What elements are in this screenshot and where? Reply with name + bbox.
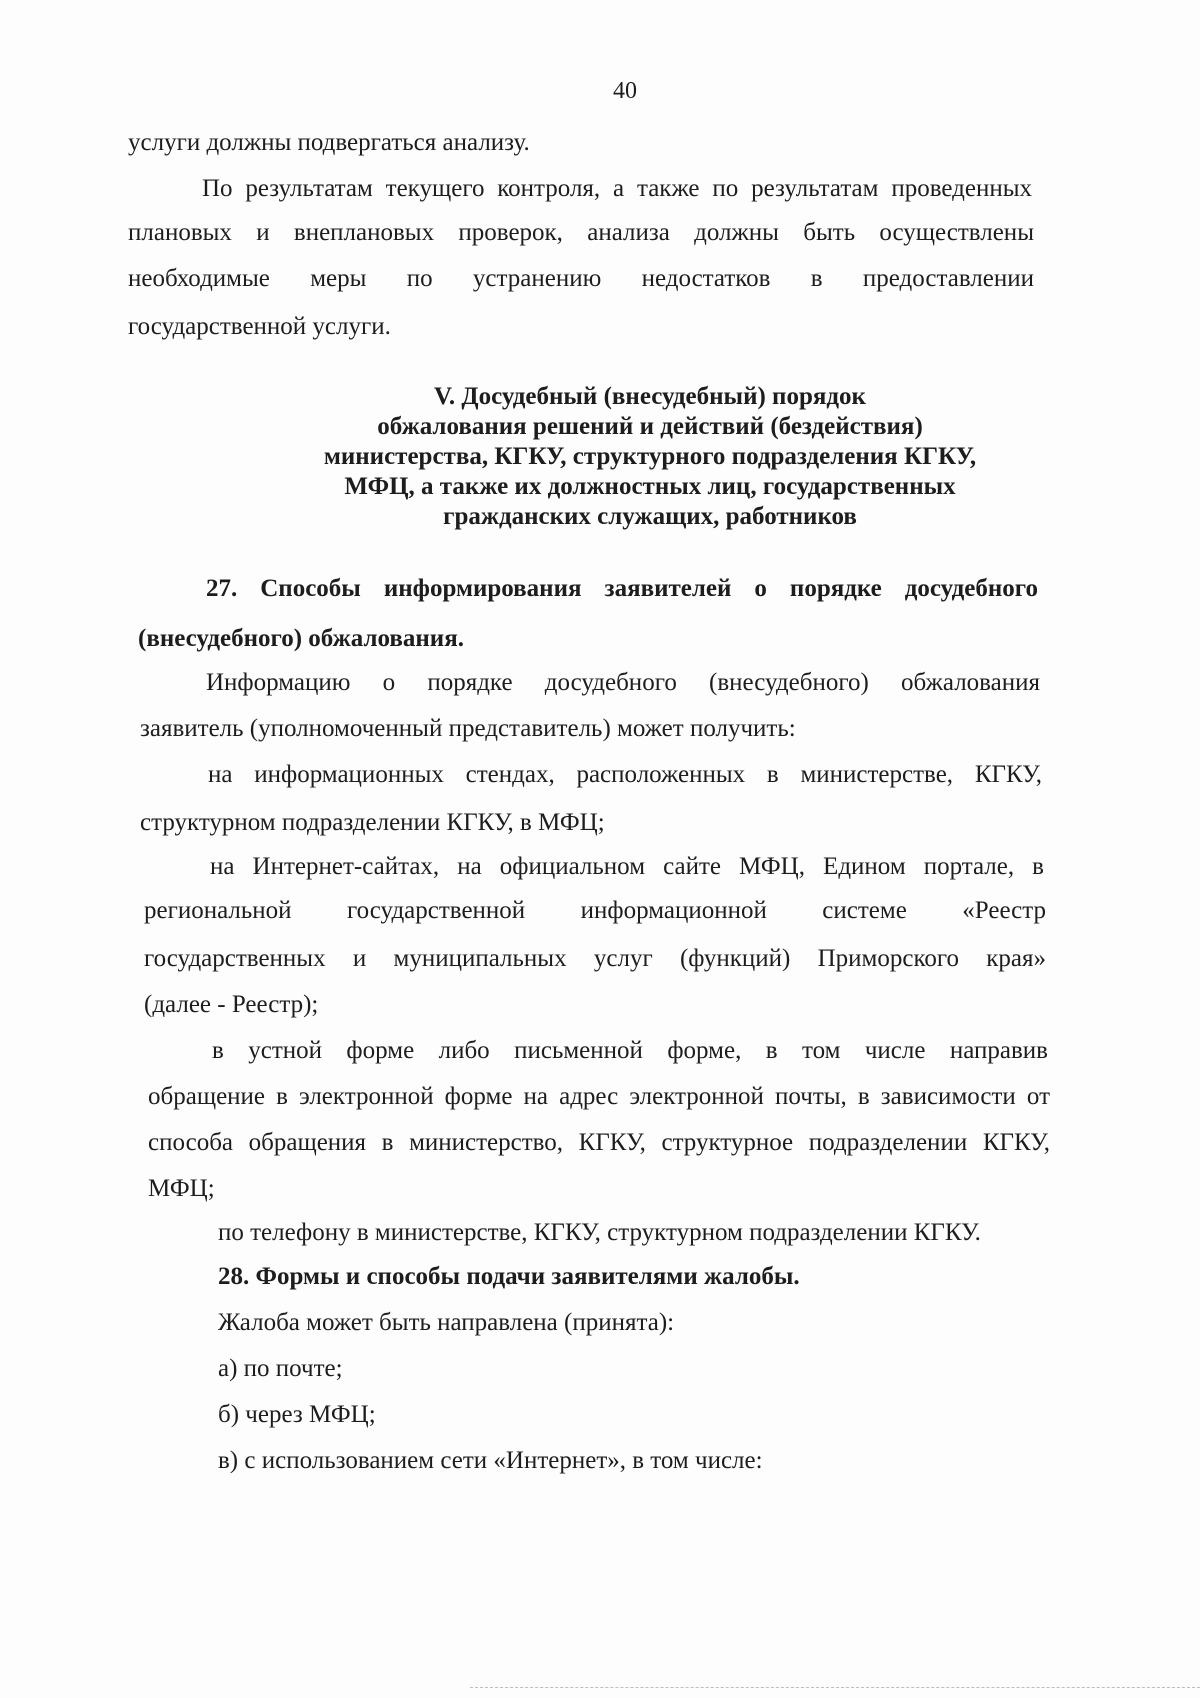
subsection-heading: 27. Способы информирования заявителей о порядке досудебного [206,575,1038,602]
section-heading: МФЦ, а также их должностных лиц, государственных [344,473,956,500]
text-line: региональной государственной информационной системе «Реестр [144,897,1046,924]
text-line: структурном подразделении КГКУ, в МФЦ; [140,809,605,836]
text-line: Жалоба может быть направлена (принята): [218,1309,675,1336]
text-line: на Интернет-сайтах, на официальном сайте МФЦ, Едином портале, в [210,853,1044,880]
text-line: по телефону в министерстве, КГКУ, структурном подразделении КГКУ. [218,1219,981,1246]
subsection-heading: 28. Формы и способы подачи заявителями жалобы. [218,1263,800,1290]
text-line: способа обращения в министерство, КГКУ, структурное подразделении КГКУ, [148,1129,1050,1156]
section-heading: гражданских служащих, работников [443,503,857,530]
text-line: заявитель (уполномоченный представитель) может получить: [140,715,796,742]
scan-edge-line [470,1687,1200,1688]
text-line: обращение в электронной форме на адрес электронной почты, в зависимости от [148,1083,1050,1110]
section-heading: министерства, КГКУ, структурного подразделения КГКУ, [323,443,977,470]
subsection-heading: (внесудебного) обжалования. [138,625,464,652]
text-line: МФЦ; [148,1175,215,1202]
text-line: на информационных стендах, расположенных в министерстве, КГКУ, [208,761,1042,788]
text-line: государственных и муниципальных услуг (функций) Приморского края» [144,945,1046,972]
section-heading: обжалования решений и действий (бездействия) [377,413,923,440]
page-number: 40 [613,78,637,104]
text-line: в устной форме либо письменной форме, в том числе направив [212,1037,1048,1064]
text-line: плановых и внеплановых проверок, анализа должны быть осуществлены [128,219,1034,246]
list-item: а) по почте; [218,1355,343,1382]
text-line: услуги должны подвергаться анализу. [128,129,530,156]
list-item: б) через МФЦ; [218,1401,376,1428]
text-line: Информацию о порядке досудебного (внесудебного) обжалования [206,669,1040,696]
section-heading: V. Досудебный (внесудебный) порядок [434,383,866,410]
text-line: государственной услуги. [128,313,391,340]
text-line: (далее - Реестр); [144,991,319,1018]
text-line: По результатам текущего контроля, а также по результатам проведенных [202,175,1032,202]
list-item: в) с использованием сети «Интернет», в том числе: [218,1447,763,1474]
text-line: необходимые меры по устранению недостатков в предоставлении [128,265,1034,292]
